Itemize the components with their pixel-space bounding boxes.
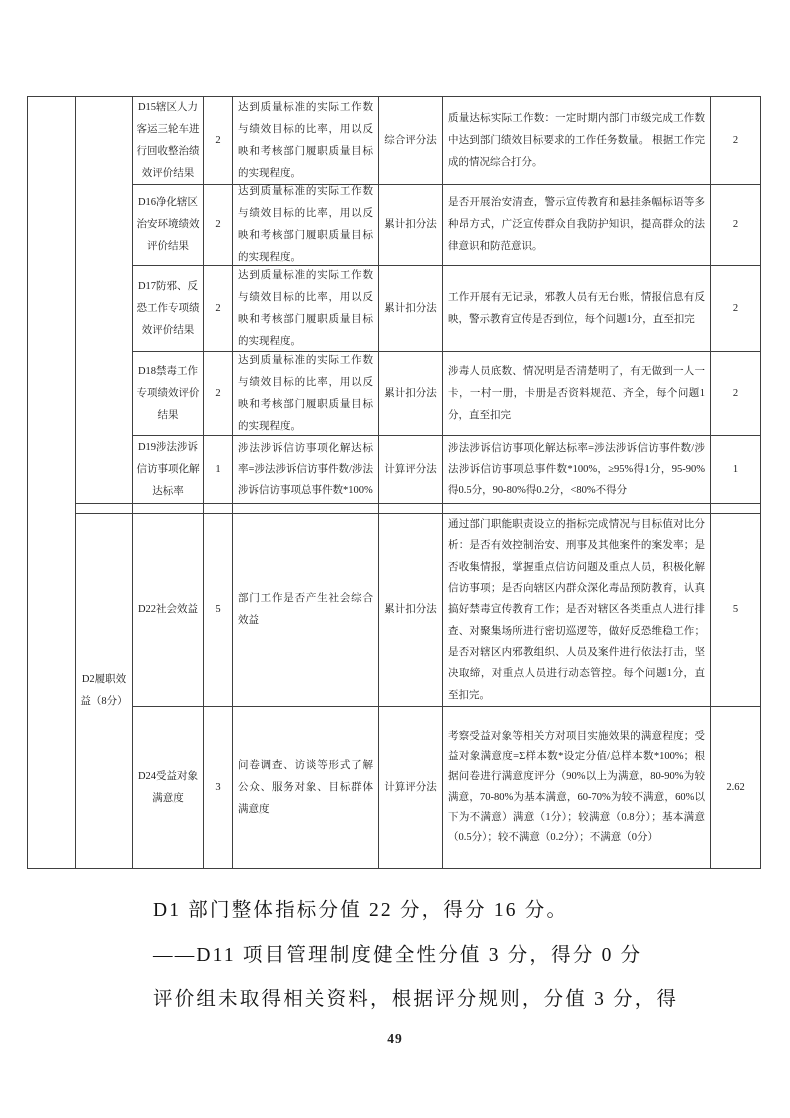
scoring-method-cell: 计算评分法 bbox=[378, 435, 443, 504]
scoring-method-cell: 累计扣分法 bbox=[378, 513, 443, 707]
indicator-name-cell: D24受益对象满意度 bbox=[132, 706, 204, 869]
indicator-weight-cell: 2 bbox=[203, 265, 233, 352]
indicator-weight-cell: 1 bbox=[203, 435, 233, 504]
group-label-cell: D2履职效益（8分） bbox=[75, 513, 133, 869]
score-cell: 2 bbox=[710, 351, 761, 436]
table-empty-left-column bbox=[27, 96, 76, 869]
indicator-weight-cell: 3 bbox=[203, 706, 233, 869]
score-cell: 2.62 bbox=[710, 706, 761, 869]
indicator-definition-cell: 部门工作是否产生社会综合效益 bbox=[232, 513, 379, 707]
table-empty-group-cell bbox=[75, 96, 133, 504]
score-cell: 2 bbox=[710, 265, 761, 352]
scoring-criteria-cell: 工作开展有无记录，邪教人员有无台账，情报信息有反映，警示教育宣传是否到位，每个问题1分，直至扣完 bbox=[442, 265, 711, 352]
indicator-name-cell: D18禁毒工作专项绩效评价结果 bbox=[132, 351, 204, 436]
summary-paragraph bbox=[153, 889, 723, 1023]
scoring-method-cell: 累计扣分法 bbox=[378, 351, 443, 436]
page-number: 49 bbox=[387, 1031, 403, 1046]
indicator-definition-cell: 达到质量标准的实际工作数与绩效目标的比率，用以反映和考核部门履职质量目标的实现程度。 bbox=[232, 351, 379, 436]
summary-line-3: 评价组未取得相关资料，根据评分规则，分值 3 分，得 bbox=[153, 989, 679, 1011]
indicator-definition-cell: 涉法涉诉信访事项化解达标率=涉法涉诉信访事件数/涉法涉诉信访事项总事件数*100% bbox=[232, 435, 379, 504]
scoring-method-cell: 综合评分法 bbox=[378, 96, 443, 185]
score-cell: 2 bbox=[710, 96, 761, 185]
indicator-weight-cell: 2 bbox=[203, 96, 233, 185]
scoring-method-cell: 计算评分法 bbox=[378, 706, 443, 869]
indicator-name-cell: D22社会效益 bbox=[132, 513, 204, 707]
indicator-name-cell: D17防邪、反恐工作专项绩效评价结果 bbox=[132, 265, 204, 352]
indicator-definition-cell: 达到质量标准的实际工作数与绩效目标的比率，用以反映和考核部门履职质量目标的实现程度。 bbox=[232, 96, 379, 185]
indicator-weight-cell: 2 bbox=[203, 184, 233, 266]
scoring-criteria-cell: 考察受益对象等相关方对项目实施效果的满意程度；受益对象满意度=Σ样本数*设定分值/总样本数*100%；根据问卷进行满意度评分（90%以上为满意，80-90%为较满意，70-80%为基本满意，60-70%为较不满意，60%以下为不满意）满意（1分）；较满意（0.8分）；基本满意（0.5分）；较不满意（0.2分）；不满意（0分） bbox=[442, 706, 711, 869]
summary-line-2: ——D11 项目管理制度健全性分值 3 分，得分 0 分 bbox=[153, 944, 643, 966]
scoring-criteria-cell: 涉法涉诉信访事项化解达标率=涉法涉诉信访事件数/涉法涉诉信访事项总事件数*100%，≥95%得1分，95-90%得0.5分，90-80%得0.2分，<80%不得分 bbox=[442, 435, 711, 504]
scoring-criteria-cell: 是否开展治安清查，警示宣传教育和悬挂条幅标语等多种昂方式，广泛宣传群众自我防护知识，提高群众的法律意识和防范意识。 bbox=[442, 184, 711, 266]
scoring-criteria-cell: 质量达标实际工作数：一定时期内部门市级完成工作数中达到部门绩效目标要求的工作任务数量。 根据工作完成的情况综合打分。 bbox=[442, 96, 711, 185]
indicator-name-cell: D15辖区人力客运三轮车进行回收整治绩效评价结果 bbox=[132, 96, 204, 185]
scoring-criteria-cell: 涉毒人员底数、情况明是否清楚明了，有无做到一人一卡，一村一册，卡册是否资料规范、齐全，每个问题1分，直至扣完 bbox=[442, 351, 711, 436]
indicator-name-cell: D19涉法涉诉信访事项化解达标率 bbox=[132, 435, 204, 504]
scoring-method-cell: 累计扣分法 bbox=[378, 265, 443, 352]
indicator-definition-cell: 达到质量标准的实际工作数与绩效目标的比率，用以反映和考核部门履职质量目标的实现程度。 bbox=[232, 184, 379, 266]
indicator-name-cell: D16净化辖区治安环境绩效评价结果 bbox=[132, 184, 204, 266]
score-cell: 2 bbox=[710, 184, 761, 266]
summary-line-1: D1 部门整体指标分值 22 分，得分 16 分。 bbox=[153, 900, 569, 921]
indicator-definition-cell: 问卷调查、访谈等形式了解公众、服务对象、目标群体满意度 bbox=[232, 706, 379, 869]
indicator-weight-cell: 5 bbox=[203, 513, 233, 707]
scoring-criteria-cell: 通过部门职能职责设立的指标完成情况与目标值对比分析：是否有效控制治安、刑事及其他案件的案发率；是否收集情报，掌握重点信访问题及重点人员，积极化解信访事项；是否向辖区内群众深化毒品预防教育，认真搞好禁毒宣传教育工作；是否对辖区各类重点人进行排查、对聚集场所进行密切巡逻等，做好反恐维稳工作；是否对辖区内邪教组织、人员及案件进行依法打击，坚决取缔，对重点人员进行动态管控。每个问题1分，直至扣完。 bbox=[442, 513, 711, 707]
score-cell: 1 bbox=[710, 435, 761, 504]
scoring-method-cell: 累计扣分法 bbox=[378, 184, 443, 266]
indicator-weight-cell: 2 bbox=[203, 351, 233, 436]
score-cell: 5 bbox=[710, 513, 761, 707]
indicator-definition-cell: 达到质量标准的实际工作数与绩效目标的比率，用以反映和考核部门履职质量目标的实现程度。 bbox=[232, 265, 379, 352]
